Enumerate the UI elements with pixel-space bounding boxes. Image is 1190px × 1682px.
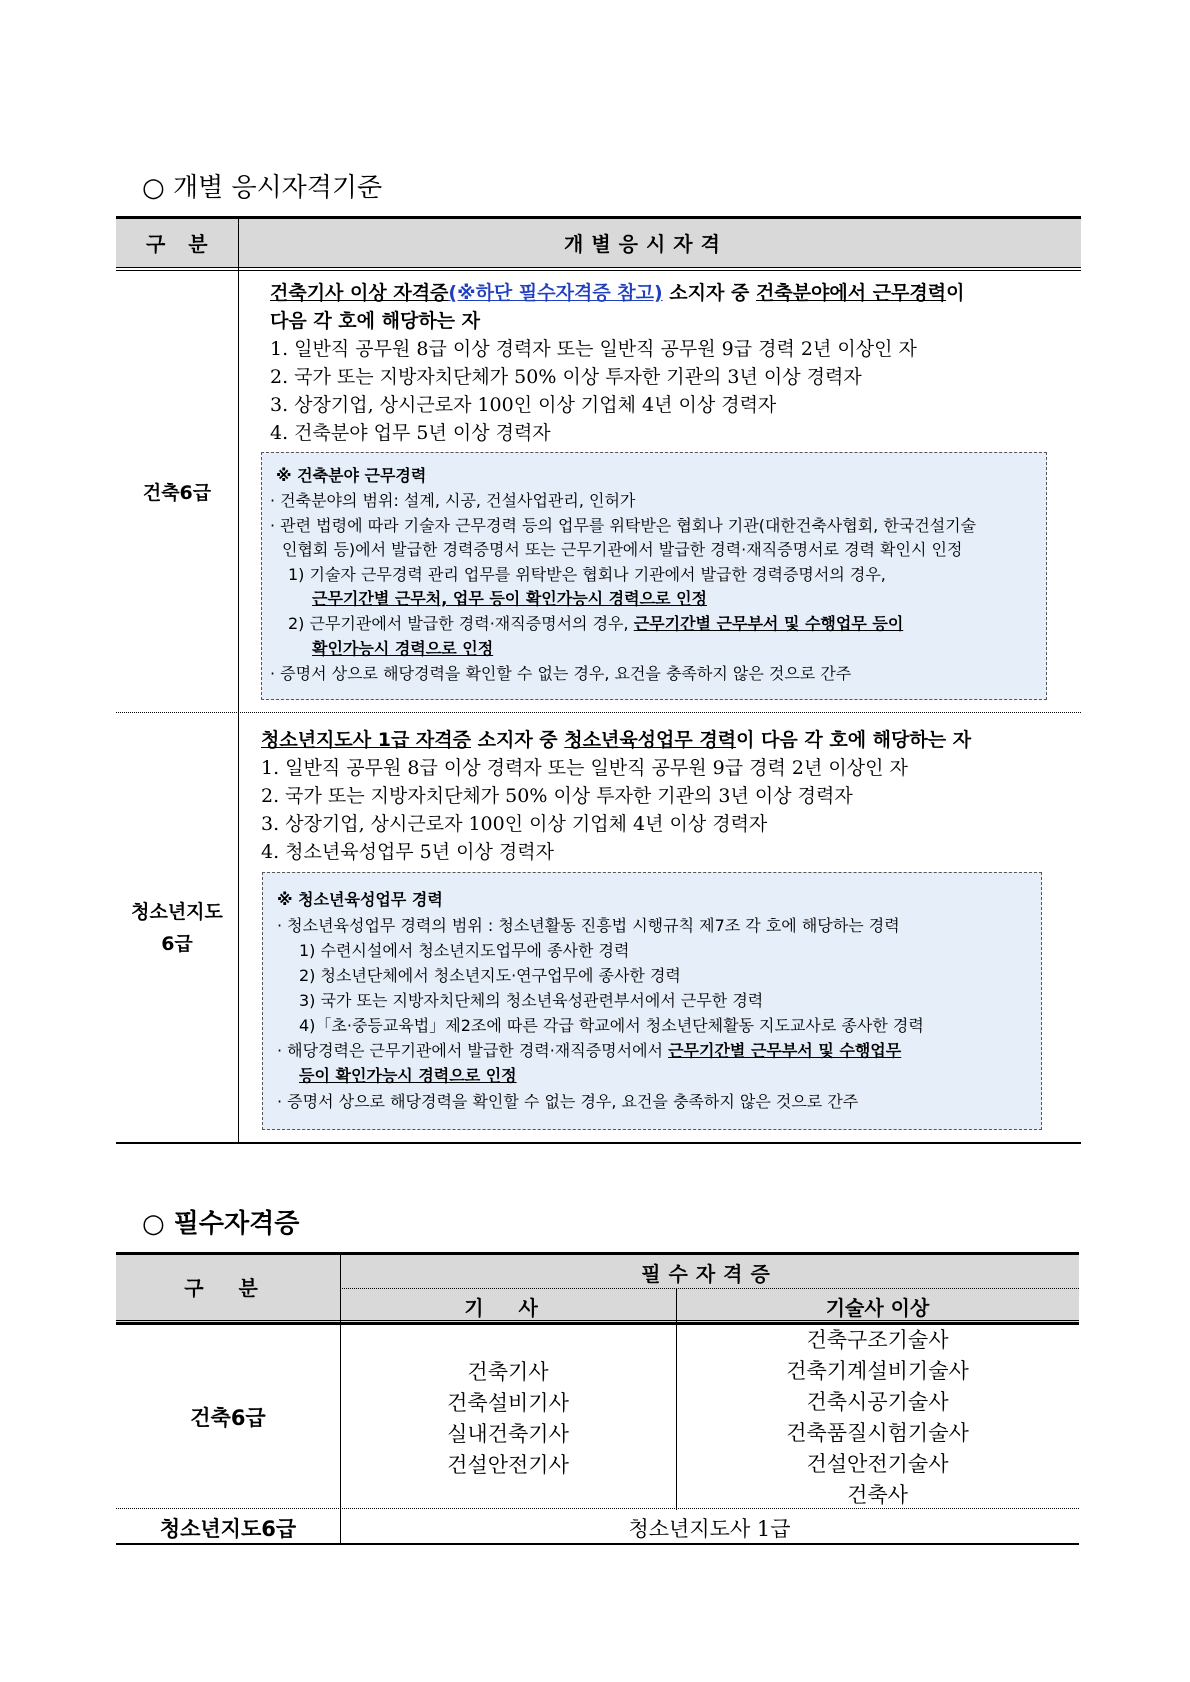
list-item: 건축기사 — [467, 1360, 549, 1384]
header-category: 구 분 — [184, 1276, 272, 1300]
note-line-emphasis: 확인가능시 경력으로 인정 — [312, 639, 494, 658]
note-line-emphasis: 근무기간별 근무처, 업무 등이 확인가능시 경력으로 인정 — [312, 589, 707, 608]
list-item: 건설안전기사 — [447, 1453, 569, 1477]
note-line: · 관련 법령에 따라 기술자 근무경력 등의 업무를 위탁받은 협회나 기관(대한건축사협회, 한국건설기술 — [270, 516, 977, 535]
list-item: 4. 건축분야 업무 5년 이상 경력자 — [270, 422, 551, 444]
note-box-youth — [262, 872, 1042, 1130]
list-item: 건축사 — [847, 1483, 908, 1507]
header-category: 구 분 — [146, 232, 216, 256]
list-item: 2. 국가 또는 지방자치단체가 50% 이상 투자한 기관의 3년 이상 경력자 — [261, 785, 853, 807]
note-line: 2) 근무기관에서 발급한 경력·재직증명서의 경우, 근무기간별 근무부서 및 수행업무 등이 — [288, 614, 904, 633]
lead-line: 건축기사 이상 자격증(※하단 필수자격증 참고) 소지자 중 건축분야에서 근무경력이 — [270, 282, 965, 304]
note-line: 인협회 등)에서 발급한 경력증명서 또는 근무기관에서 발급한 경력·재직증명서로 경력 확인시 인정 — [282, 540, 963, 559]
gisa-list — [340, 1357, 676, 1481]
row-label-youth: 청소년지도6급 — [159, 1517, 297, 1541]
header-required-certs: 필수자격증 — [641, 1262, 778, 1286]
note-line: 1) 기술자 근무경력 관리 업무를 위탁받은 협회나 기관에서 발급한 경력증명서의 경우, — [288, 565, 886, 584]
section-heading-required-certs: ○ 필수자격증 — [142, 1209, 300, 1239]
list-item: 4. 청소년육성업무 5년 이상 경력자 — [261, 841, 554, 863]
list-item: 실내건축기사 — [447, 1422, 569, 1446]
list-item: 3. 상장기업, 상시근로자 100인 이상 기업체 4년 이상 경력자 — [270, 394, 777, 416]
row-label-architecture: 건축6급 — [190, 1406, 266, 1430]
required-certs-table — [116, 1252, 1079, 1545]
list-item: 1. 일반직 공무원 8급 이상 경력자 또는 일반직 공무원 9급 경력 2년 이상인 자 — [270, 338, 917, 360]
list-item: 건설안전기술사 — [806, 1452, 949, 1476]
list-item: 건축구조기술사 — [806, 1328, 949, 1352]
note-line: · 청소년육성업무 경력의 범위 : 청소년활동 진흥법 시행규칙 제7조 각 호에 해당하는 경력 — [277, 916, 900, 935]
header-gisa: 기 사 — [464, 1296, 552, 1320]
list-item: 3. 상장기업, 상시근로자 100인 이상 기업체 4년 이상 경력자 — [261, 813, 768, 835]
youth-cert: 청소년지도사 1급 — [628, 1517, 791, 1541]
row-label-youth-line1: 청소년지도 — [131, 901, 223, 923]
note-line-emphasis: 등이 확인가능시 경력으로 인정 — [299, 1066, 517, 1085]
note-line: 2) 청소년단체에서 청소년지도·연구업무에 종사한 경력 — [299, 966, 681, 985]
note-box-architecture — [261, 452, 1047, 700]
header-gisulsa: 기술사 이상 — [825, 1296, 930, 1320]
list-item: 건축시공기술사 — [806, 1390, 949, 1414]
note-line: · 증명서 상으로 해당경력을 확인할 수 없는 경우, 요건을 충족하지 않은 것으로 간주 — [270, 664, 852, 683]
note-line: 3) 국가 또는 지방자치단체의 청소년육성관련부서에서 근무한 경력 — [299, 991, 764, 1010]
lead-line-2: 다음 각 호에 해당하는 자 — [270, 310, 480, 332]
note-line: · 건축분야의 범위: 설계, 시공, 건설사업관리, 인허가 — [270, 491, 636, 510]
note-title: ※ 건축분야 근무경력 — [276, 466, 427, 485]
list-item: 2. 국가 또는 지방자치단체가 50% 이상 투자한 기관의 3년 이상 경력자 — [270, 366, 862, 388]
header-qualification: 개별응시자격 — [564, 232, 728, 256]
lead-line: 청소년지도사 1급 자격증 소지자 중 청소년육성업무 경력이 다음 각 호에 해당하는 자 — [261, 729, 972, 751]
row-label-youth-line2: 6급 — [161, 933, 193, 955]
note-line: · 증명서 상으로 해당경력을 확인할 수 없는 경우, 요건을 충족하지 않은 것으로 간주 — [277, 1092, 859, 1111]
gisulsa-list — [676, 1325, 1079, 1511]
row-label-architecture: 건축6급 — [142, 482, 212, 504]
note-line: · 해당경력은 근무기관에서 발급한 경력·재직증명서에서 근무기간별 근무부서 및 수행업무 — [277, 1041, 902, 1060]
note-line: 4)「초·중등교육법」제2조에 따른 각급 학교에서 청소년단체활동 지도교사로 종사한 경력 — [299, 1016, 924, 1035]
list-item: 1. 일반직 공무원 8급 이상 경력자 또는 일반직 공무원 9급 경력 2년 이상인 자 — [261, 757, 908, 779]
list-item: 건축기계설비기술사 — [786, 1359, 969, 1383]
row-content-youth — [261, 725, 1071, 865]
list-item: 건축설비기사 — [447, 1391, 569, 1415]
section-heading-individual-criteria: ○ 개별 응시자격기준 — [142, 173, 383, 203]
individual-criteria-table — [116, 216, 1081, 1144]
note-title: ※ 청소년육성업무 경력 — [277, 890, 443, 909]
note-line: 1) 수련시설에서 청소년지도업무에 종사한 경력 — [299, 941, 630, 960]
list-item: 건축품질시험기술사 — [786, 1421, 969, 1445]
